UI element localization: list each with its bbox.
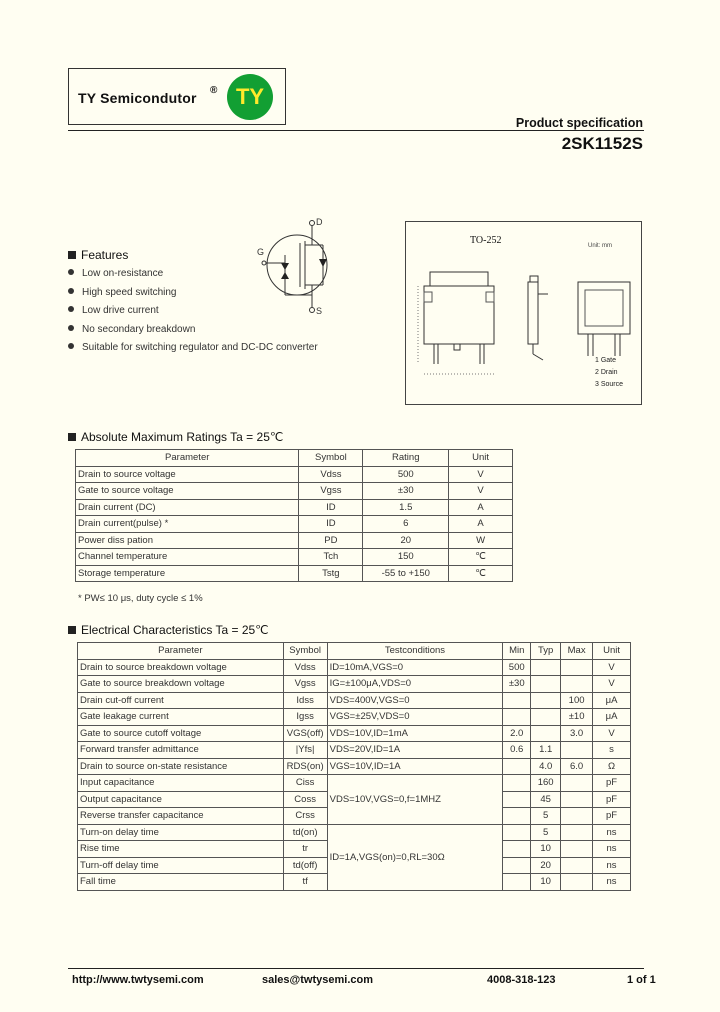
pin-1-label: 1 Gate (595, 357, 617, 364)
bullet-dot-icon (68, 288, 74, 294)
page-number: 1 of 1 (627, 974, 656, 986)
table-header-row (76, 450, 513, 467)
table-row: Fall time tf 10 ns (78, 874, 631, 891)
feature-item: No secondary breakdown (68, 324, 195, 335)
header-rule (68, 130, 644, 131)
table-row: Turn-on delay time td(on) ID=1A,VGS(on)=0,RL=30Ω 5 ns (78, 824, 631, 841)
company-name: TY Semicondutor (78, 90, 197, 106)
table-row: Gate leakage current Igss VGS=±25V,VDS=0 ±10 μA (78, 709, 631, 726)
bullet-square-icon (68, 626, 76, 634)
abs-max-title: Absolute Maximum Ratings Ta = 25℃ (81, 430, 284, 444)
bullet-dot-icon (68, 343, 74, 349)
package-name: TO-252 (470, 235, 502, 246)
table-row: Channel temperature Tch 150 ℃ (76, 549, 513, 566)
pin-legend (595, 355, 623, 391)
elec-heading (68, 623, 269, 637)
col-header: Unit (449, 450, 513, 467)
features-title: Features (81, 248, 129, 262)
elec-title: Electrical Characteristics Ta = 25℃ (81, 623, 269, 637)
abs-max-table (75, 449, 513, 582)
bullet-square-icon (68, 251, 76, 259)
product-spec-label: Product specification (515, 116, 643, 130)
company-logo: TY (227, 74, 273, 120)
table-row: Drain current(pulse) * ID 6 A (76, 516, 513, 533)
table-row: Drain to source voltage Vdss 500 V (76, 466, 513, 483)
col-header: Symbol (299, 450, 363, 467)
pin-3-label: 3 Source (595, 381, 624, 388)
gate-label: G (257, 247, 265, 257)
table-row: Reverse transfer capacitance Crss 5 pF (78, 808, 631, 825)
features-heading (68, 248, 128, 262)
drain-label: D (316, 217, 323, 227)
feature-item: High speed switching (68, 287, 177, 298)
footer-email[interactable]: sales@twtysemi.com (262, 974, 373, 986)
table-row: Input capacitance Ciss VDS=10V,VGS=0,f=1MHZ 160 pF (78, 775, 631, 792)
table-row: Drain cut-off current Idss VDS=400V,VGS=0 100 μA (78, 692, 631, 709)
switching-conditions: ID=1A,VGS(on)=0,RL=30Ω (327, 824, 503, 890)
feature-item: Suitable for switching regulator and DC-DC converter (68, 342, 318, 353)
source-label: S (316, 306, 323, 316)
feature-item: Low on-resistance (68, 268, 163, 279)
table-row: Power diss pation PD 20 W (76, 532, 513, 549)
bullet-dot-icon (68, 306, 74, 312)
table-row: Drain current (DC) ID 1.5 A (76, 499, 513, 516)
col-header: Parameter (76, 450, 299, 467)
footer-rule (68, 968, 644, 969)
pulse-footnote: * PW≤ 10 μs, duty cycle ≤ 1% (78, 593, 203, 604)
table-row: Rise time tr 10 ns (78, 841, 631, 858)
package-units: Unit: mm (588, 243, 612, 249)
table-row: Drain to source on-state resistance RDS(on) VGS=10V,ID=1A 4.0 6.0 Ω (78, 758, 631, 775)
bullet-dot-icon (68, 269, 74, 275)
mosfet-symbol-icon (255, 213, 340, 318)
registered-mark: ® (210, 85, 218, 96)
table-row: Drain to source breakdown voltage Vdss ID=10mA,VGS=0 500 V (78, 659, 631, 676)
table-row: Gate to source breakdown voltage Vgss IG=±100μA,VDS=0 ±30 V (78, 676, 631, 693)
table-row: Gate to source voltage Vgss ±30 V (76, 483, 513, 500)
footer-url[interactable]: http://www.twtysemi.com (72, 974, 204, 986)
part-number: 2SK1152S (561, 134, 643, 153)
col-header: Rating (363, 450, 449, 467)
feature-item: Low drive current (68, 305, 159, 316)
bullet-dot-icon (68, 325, 74, 331)
table-row: Forward transfer admittance |Yfs| VDS=20V,ID=1A 0.6 1.1 s (78, 742, 631, 759)
bullet-square-icon (68, 433, 76, 441)
table-row: Turn-off delay time td(off) 20 ns (78, 857, 631, 874)
table-row: Storage temperature Tstg -55 to +150 ℃ (76, 565, 513, 582)
table-row: Gate to source cutoff voltage VGS(off) VDS=10V,ID=1mA 2.0 3.0 V (78, 725, 631, 742)
abs-max-heading (68, 430, 283, 444)
capacitance-conditions: VDS=10V,VGS=0,f=1MHZ (327, 775, 503, 825)
table-row: Output capacitance Coss 45 pF (78, 791, 631, 808)
footer-phone: 4008-318-123 (487, 974, 556, 986)
table-header-row: Parameter Symbol Testconditions Min Typ Max Unit (78, 643, 631, 660)
elec-table (77, 642, 631, 891)
pin-2-label: 2 Drain (595, 369, 618, 376)
